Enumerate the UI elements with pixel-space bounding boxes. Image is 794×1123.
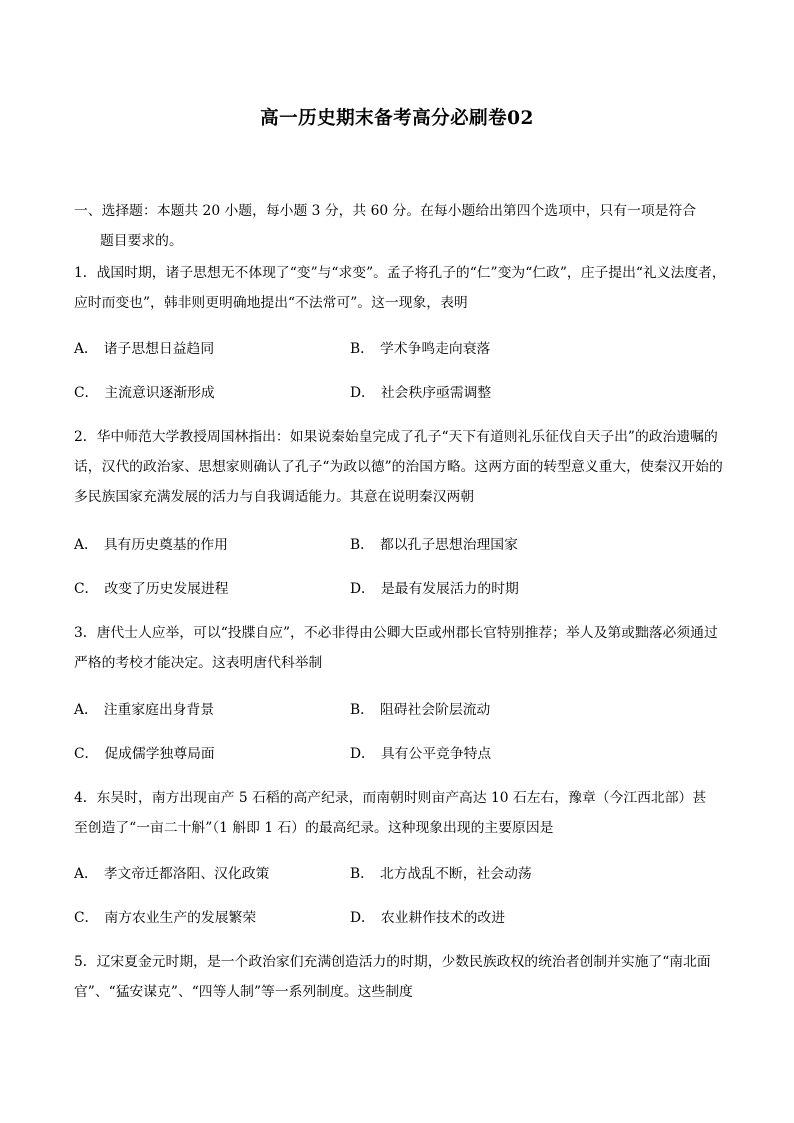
- question-1-option-b[interactable]: [350, 339, 490, 359]
- option-text: 学术争鸣走向衰落: [379, 341, 491, 357]
- option-letter: D．: [350, 581, 375, 597]
- question-5-stem: [74, 947, 734, 1007]
- option-text: 诸子思想日益趋同: [103, 341, 215, 357]
- option-text: 都以孔子思想治理国家: [379, 537, 518, 553]
- question-stem-line: 2．华中师范大学教授周国林指出：如果说秦始皇完成了孔子“天下有道则礼乐征伐自天子出”的政治遗嘱的: [74, 429, 718, 445]
- option-text: 农业耕作技术的改进: [380, 910, 506, 926]
- page-title: 高一历史期末备考高分必刷卷02: [260, 108, 534, 129]
- question-stem-line: 5．辽宋夏金元时期，是一个政治家们充满创造活力的时期，少数民族政权的统治者创制并实施了“南北面: [74, 954, 711, 970]
- question-stem-line: 应时而变也”，韩非则更明确地提出“不法常可”。这一现象，表明: [74, 295, 468, 311]
- option-letter: C．: [74, 746, 99, 762]
- question-2-option-a[interactable]: [74, 535, 228, 555]
- option-letter: A．: [74, 702, 98, 718]
- option-text: 阻碍社会阶层流动: [379, 702, 491, 718]
- option-letter: B．: [350, 537, 374, 553]
- option-text: 北方战乱不断，社会动荡: [379, 866, 532, 882]
- question-3-option-b[interactable]: [350, 700, 490, 720]
- question-stem-line: 话，汉代的政治家、思想家则确认了孔子“为政以德”的治国方略。这两方面的转型意义重大，使秦汉开始的: [74, 459, 723, 475]
- question-stem-line: 官”、“猛安谋克”、“四等人制”等一系列制度。这些制度: [74, 984, 413, 1000]
- question-3-option-c[interactable]: [74, 744, 215, 764]
- option-letter: B．: [350, 702, 374, 718]
- question-1-option-c[interactable]: [74, 383, 215, 403]
- question-4-option-a[interactable]: [74, 864, 269, 884]
- option-text: 社会秩序亟需调整: [380, 385, 492, 401]
- option-letter: D．: [350, 910, 375, 926]
- option-letter: B．: [350, 341, 374, 357]
- question-3-stem: [74, 618, 734, 678]
- question-3-option-a[interactable]: [74, 700, 214, 720]
- option-text: 是最有发展活力的时期: [380, 581, 519, 597]
- option-letter: C．: [74, 910, 99, 926]
- question-stem-line: 至创造了“一亩二十斛”（1 斛即 1 石）的最高纪录。这种现象出现的主要原因是: [74, 820, 554, 836]
- option-text: 促成儒学独尊局面: [104, 746, 215, 762]
- question-2-option-d[interactable]: [350, 579, 519, 599]
- option-letter: A．: [74, 537, 98, 553]
- option-letter: A．: [74, 341, 98, 357]
- question-stem-line: 多民族国家充满发展的活力与自我调适能力。其意在说明秦汉两朝: [74, 489, 475, 505]
- question-2-option-c[interactable]: [74, 579, 229, 599]
- option-text: 具有公平竞争特点: [380, 746, 492, 762]
- question-4-option-b[interactable]: [350, 864, 532, 884]
- option-text: 注重家庭出身背景: [103, 702, 215, 718]
- option-letter: D．: [350, 746, 375, 762]
- section-header-line: 一、选择题：本题共 20 小题，每小题 3 分，共 60 分。在每小题给出第四个选项中，只有一项是符合: [74, 203, 697, 219]
- question-4-option-c[interactable]: [74, 908, 256, 928]
- option-text: 南方农业生产的发展繁荣: [104, 910, 257, 926]
- option-text: 改变了历史发展进程: [104, 581, 229, 597]
- question-1-option-a[interactable]: [74, 339, 214, 359]
- option-text: 孝文帝迁都洛阳、汉化政策: [103, 866, 270, 882]
- option-letter: C．: [74, 385, 99, 401]
- question-2-stem: [74, 422, 734, 512]
- question-stem-line: 1．战国时期，诸子思想无不体现了“变”与“求变”。孟子将孔子的“仁”变为“仁政”，庄子提出“礼义法度者，: [74, 265, 726, 281]
- option-letter: A．: [74, 866, 98, 882]
- option-text: 具有历史奠基的作用: [103, 537, 228, 553]
- question-1-stem: [74, 258, 734, 318]
- section-header: [74, 196, 734, 256]
- question-stem-line: 4．东吴时，南方出现亩产 5 石稻的高产纪录，而南朝时则亩产高达 10 石左右，豫章（今江西北部）甚: [74, 790, 707, 806]
- question-stem-line: 3．唐代士人应举，可以“投牒自应”，不必非得由公卿大臣或州郡长官特别推荐；举人及第或黜落必须通过: [74, 625, 718, 641]
- question-3-option-d[interactable]: [350, 744, 491, 764]
- section-header-line: 题目要求的。: [100, 233, 183, 249]
- option-text: 主流意识逐渐形成: [104, 385, 215, 401]
- question-1-option-d[interactable]: [350, 383, 491, 403]
- option-letter: D．: [350, 385, 375, 401]
- question-2-option-b[interactable]: [350, 535, 518, 555]
- question-stem-line: 严格的考校才能决定。这表明唐代科举制: [74, 655, 323, 671]
- option-letter: B．: [350, 866, 374, 882]
- option-letter: C．: [74, 581, 99, 597]
- question-4-option-d[interactable]: [350, 908, 505, 928]
- question-4-stem: [74, 783, 734, 843]
